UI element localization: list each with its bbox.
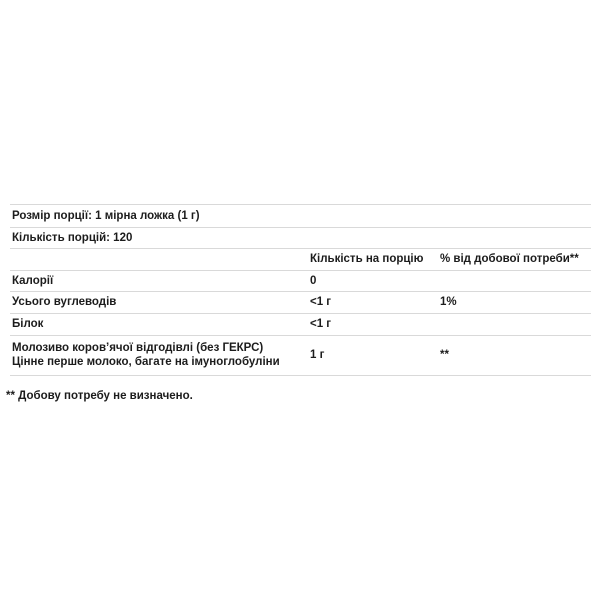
nutrient-name	[10, 341, 310, 370]
daily-value-footnote: ** Добову потребу не визначено.	[6, 389, 193, 402]
table-row	[10, 271, 591, 292]
table-header-row	[10, 249, 591, 271]
nutrient-name-line1: Молозиво коров’ячої відгодівлі (без ГЕКРС)	[12, 342, 264, 354]
servings-per-container-text: Кількість порцій: 120	[12, 231, 133, 244]
servings-per-container-row	[10, 228, 591, 249]
nutrient-daily-value: **	[440, 349, 449, 362]
amount-per-serving-header: Кількість на порцію	[310, 253, 424, 266]
serving-size-row	[10, 204, 591, 228]
nutrient-daily-value: 1%	[440, 296, 457, 309]
nutrient-name: Усього вуглеводів	[12, 296, 117, 309]
serving-size-text: Розмір порції: 1 мірна ложка (1 г)	[12, 209, 200, 222]
nutrient-name: Білок	[12, 318, 44, 331]
daily-value-header: % від добової потреби**	[440, 253, 579, 266]
nutrient-amount: 1 г	[310, 349, 325, 362]
nutrient-name: Калорії	[12, 274, 54, 287]
table-row	[10, 292, 591, 314]
table-row	[10, 336, 591, 376]
nutrient-name-line2: Цінне перше молоко, багате на імуноглобуліни	[12, 356, 280, 369]
nutrient-amount: <1 г	[310, 296, 332, 309]
table-row	[10, 314, 591, 336]
supplement-facts-panel	[6, 204, 591, 403]
nutrient-amount: 0	[310, 274, 317, 287]
nutrient-amount: <1 г	[310, 318, 332, 331]
